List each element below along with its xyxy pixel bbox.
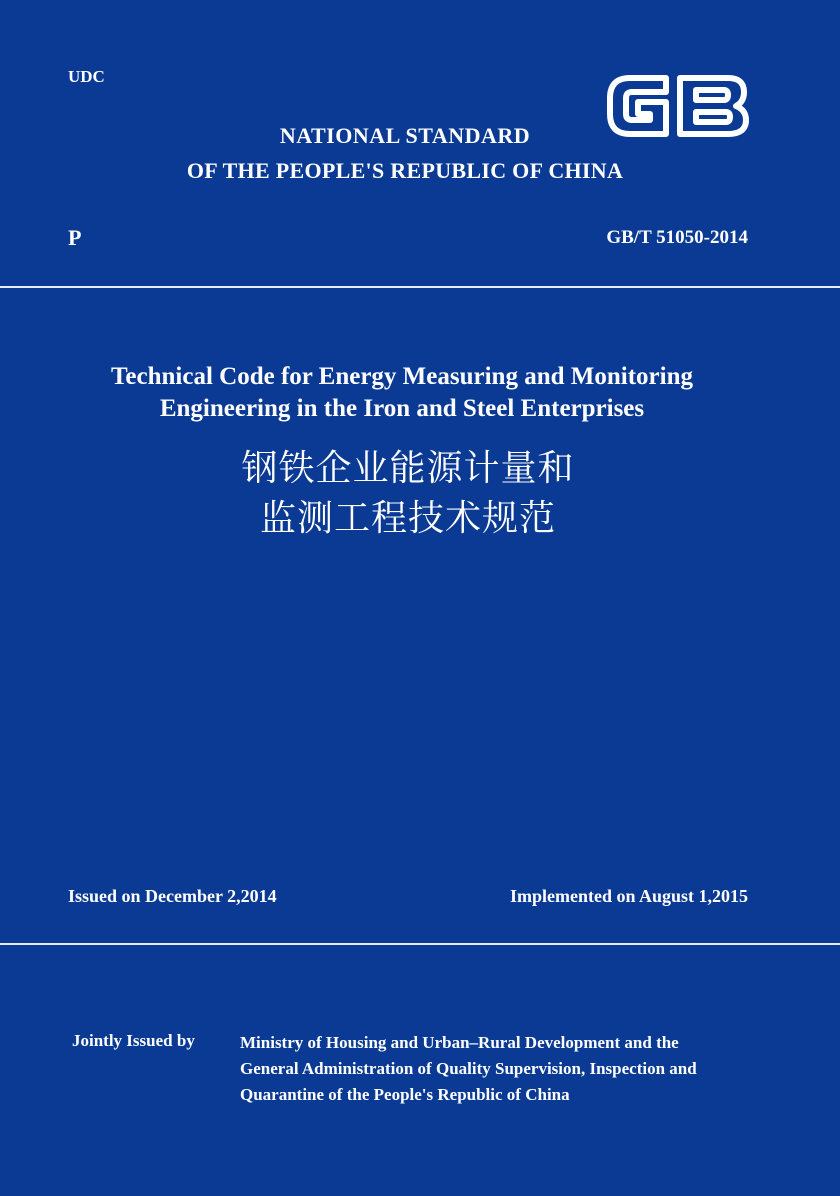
top-divider xyxy=(0,286,840,288)
national-standard-title: NATIONAL STANDARD xyxy=(279,123,531,148)
jointly-issued-label: Jointly Issued by xyxy=(72,1031,195,1050)
bottom-divider xyxy=(0,943,840,945)
english-title-line-1: Technical Code for Energy Measuring and Monitoring xyxy=(111,363,693,390)
issuer-line-2: General Administration of Quality Supervision, Inspection and xyxy=(240,1059,697,1078)
standard-number: GB/T 51050-2014 xyxy=(606,227,748,248)
udc-label: UDC xyxy=(68,67,105,86)
issuer-line-1: Ministry of Housing and Urban–Rural Development and the xyxy=(240,1033,679,1052)
chinese-title-line-2: 监测工程技术规范 xyxy=(259,498,556,539)
issuer-line-3: Quarantine of the People's Republic of China xyxy=(240,1085,570,1104)
implemented-date: Implemented on August 1,2015 xyxy=(509,886,748,906)
issued-date: Issued on December 2,2014 xyxy=(68,886,277,906)
chinese-title-line-1: 钢铁企业能源计量和 xyxy=(241,448,575,489)
english-title-line-2: Engineering in the Iron and Steel Enterprises xyxy=(159,395,645,422)
national-standard-subtitle: OF THE PEOPLE'S REPUBLIC OF CHINA xyxy=(186,158,624,183)
classification-code: P xyxy=(68,225,82,250)
